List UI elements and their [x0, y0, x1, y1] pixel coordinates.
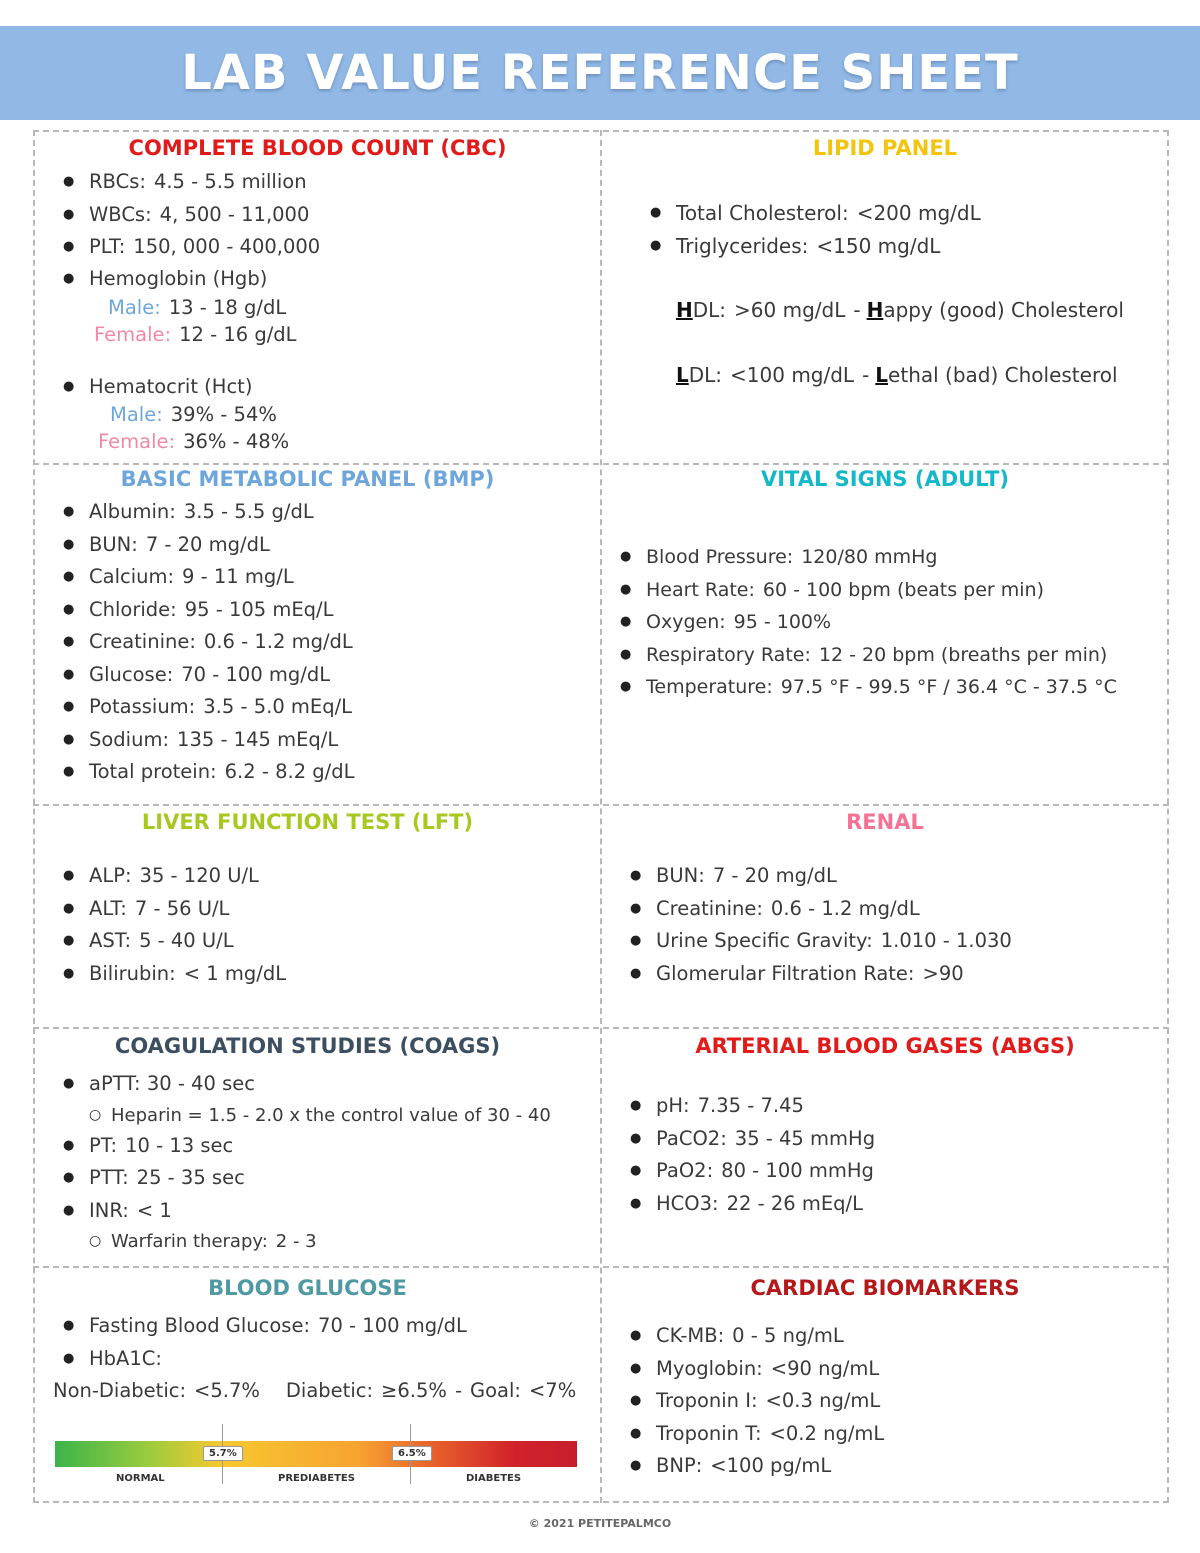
list-item: ● ALP: 35 - 120 U/L	[63, 860, 580, 893]
list-item: ● Troponin T: <0.2 ng/mL	[630, 1418, 1168, 1451]
cbc-section	[35, 136, 600, 455]
list-item: ● Heart Rate: 60 - 100 bpm (beats per min)	[620, 574, 1168, 607]
abgs-section	[602, 1034, 1168, 1220]
list-item: ○ Warfarin therapy: 2 - 3	[63, 1227, 580, 1256]
list-item: ● HCO3: 22 - 26 mEq/L	[630, 1188, 1168, 1221]
vitals-list	[620, 541, 1168, 704]
list-item: ● BUN: 7 - 20 mg/dL	[630, 860, 1168, 893]
page-title: LAB VALUE REFERENCE SHEET	[181, 45, 1019, 101]
row-divider	[33, 1266, 1169, 1268]
vitals-section	[602, 467, 1168, 704]
scale-marker-prediabetes: 5.7%	[203, 1446, 243, 1461]
list-item: ● Troponin I: <0.3 ng/mL	[630, 1385, 1168, 1418]
hct-female: Female: 36% - 48%	[98, 429, 290, 453]
abgs-title: ARTERIAL BLOOD GASES (ABGS)	[695, 1034, 1075, 1058]
cbc-list	[63, 166, 600, 294]
list-item: ● PaO2: 80 - 100 mmHg	[630, 1155, 1168, 1188]
title-banner	[0, 26, 1200, 120]
lipid-list	[650, 197, 1168, 262]
copyright-footer: © 2021 PETITEPALMCO	[528, 1517, 672, 1530]
list-item: ● Myoglobin: <90 ng/mL	[630, 1353, 1168, 1386]
list-item: ● RBCs: 4.5 - 5.5 million	[63, 166, 600, 199]
cardiac-list	[630, 1320, 1168, 1483]
list-item: ● BNP: <100 pg/mL	[630, 1450, 1168, 1483]
list-item: ● Total protein: 6.2 - 8.2 g/dL	[63, 756, 580, 789]
coags-title: COAGULATION STUDIES (COAGS)	[114, 1034, 501, 1058]
hct-list	[63, 372, 600, 401]
list-item: ● PLT: 150, 000 - 400,000	[63, 231, 600, 264]
list-item: ● PaCO2: 35 - 45 mmHg	[630, 1123, 1168, 1156]
list-item: ● Potassium: 3.5 - 5.0 mEq/L	[63, 691, 580, 724]
list-item: ● Fasting Blood Glucose: 70 - 100 mg/dL	[63, 1310, 580, 1343]
list-item: ● HbA1C:	[63, 1343, 580, 1376]
list-item: ● Hemoglobin (Hgb)	[63, 264, 600, 294]
list-item: ● Calcium: 9 - 11 mg/L	[63, 561, 580, 594]
glucose-list	[63, 1310, 580, 1375]
list-item: ● WBCs: 4, 500 - 11,000	[63, 199, 600, 232]
coags-section	[35, 1034, 580, 1256]
hct-male: Male: 39% - 54%	[110, 402, 277, 426]
lft-section	[35, 810, 580, 990]
row-divider	[33, 130, 1169, 132]
list-item: ● Total Cholesterol: <200 mg/dL	[650, 197, 1168, 230]
lft-title: LIVER FUNCTION TEST (LFT)	[141, 810, 474, 834]
row-divider	[33, 463, 1169, 465]
list-item: ● Oxygen: 95 - 100%	[620, 606, 1168, 639]
bmp-section	[35, 467, 580, 789]
list-item: ● aPTT: 30 - 40 sec	[63, 1068, 580, 1101]
list-item: ● pH: 7.35 - 7.45	[630, 1090, 1168, 1123]
list-item: ● Albumin: 3.5 - 5.5 g/dL	[63, 496, 580, 529]
lipid-title: LIPID PANEL	[812, 136, 958, 160]
scale-marker-diabetes: 6.5%	[392, 1446, 432, 1461]
bmp-list	[63, 496, 580, 789]
ldl-line: LDL: <100 mg/dL - Lethal (bad) Cholesterol	[676, 363, 1118, 387]
list-item: ● Hematocrit (Hct)	[63, 372, 600, 401]
glucose-section	[35, 1276, 580, 1407]
lft-list	[63, 860, 580, 990]
list-item: ● Blood Pressure: 120/80 mmHg	[620, 541, 1168, 574]
list-item: ● PT: 10 - 13 sec	[63, 1130, 580, 1163]
list-item: ● Creatinine: 0.6 - 1.2 mg/dL	[630, 893, 1168, 926]
cardiac-section	[602, 1276, 1168, 1483]
renal-section	[602, 810, 1168, 990]
glucose-title: BLOOD GLUCOSE	[208, 1276, 407, 1300]
list-item: ● CK-MB: 0 - 5 ng/mL	[630, 1320, 1168, 1353]
hba1c-ranges: Non-Diabetic: <5.7% Diabetic: ≥6.5% - Goal: <7%	[53, 1379, 577, 1402]
scale-label-diabetes: DIABETES	[466, 1473, 522, 1484]
list-item: ● Temperature: 97.5 °F - 99.5 °F / 36.4 °C - 37.5 °C	[620, 671, 1168, 704]
list-item: ● ALT: 7 - 56 U/L	[63, 893, 580, 926]
abgs-list	[630, 1090, 1168, 1220]
row-divider	[33, 804, 1169, 806]
coags-list	[63, 1068, 580, 1256]
list-item: ● Creatinine: 0.6 - 1.2 mg/dL	[63, 626, 580, 659]
list-item: ● PTT: 25 - 35 sec	[63, 1162, 580, 1195]
scale-label-prediabetes: PREDIABETES	[278, 1473, 355, 1484]
hdl-line: HDL: >60 mg/dL - Happy (good) Cholesterol	[676, 298, 1124, 322]
list-item: ● Bilirubin: < 1 mg/dL	[63, 958, 580, 991]
list-item: ● Glucose: 70 - 100 mg/dL	[63, 659, 580, 692]
renal-list	[630, 860, 1168, 990]
list-item: ● Sodium: 135 - 145 mEq/L	[63, 724, 580, 757]
vitals-title: VITAL SIGNS (ADULT)	[760, 467, 1010, 491]
list-item: ○ Heparin = 1.5 - 2.0 x the control value of 30 - 40	[63, 1101, 580, 1130]
hgb-male: Male: 13 - 18 g/dL	[108, 295, 287, 319]
list-item: ● INR: < 1	[63, 1195, 580, 1228]
list-item: ● Chloride: 95 - 105 mEq/L	[63, 594, 580, 627]
cardiac-title: CARDIAC BIOMARKERS	[750, 1276, 1020, 1300]
cbc-title: COMPLETE BLOOD COUNT (CBC)	[128, 136, 507, 160]
bmp-title: BASIC METABOLIC PANEL (BMP)	[120, 467, 495, 491]
list-item: ● Triglycerides: <150 mg/dL	[650, 230, 1168, 263]
row-divider	[33, 1027, 1169, 1029]
list-item: ● Glomerular Filtration Rate: >90	[630, 958, 1168, 991]
list-item: ● BUN: 7 - 20 mg/dL	[63, 529, 580, 562]
scale-label-normal: NORMAL	[116, 1473, 165, 1484]
hgb-female: Female: 12 - 16 g/dL	[94, 322, 297, 346]
hba1c-scale-bar	[55, 1441, 577, 1467]
list-item: ● Urine Specific Gravity: 1.010 - 1.030	[630, 925, 1168, 958]
lipid-section	[602, 136, 1168, 391]
list-item: ● AST: 5 - 40 U/L	[63, 925, 580, 958]
list-item: ● Respiratory Rate: 12 - 20 bpm (breaths per min)	[620, 639, 1168, 672]
renal-title: RENAL	[846, 810, 924, 834]
